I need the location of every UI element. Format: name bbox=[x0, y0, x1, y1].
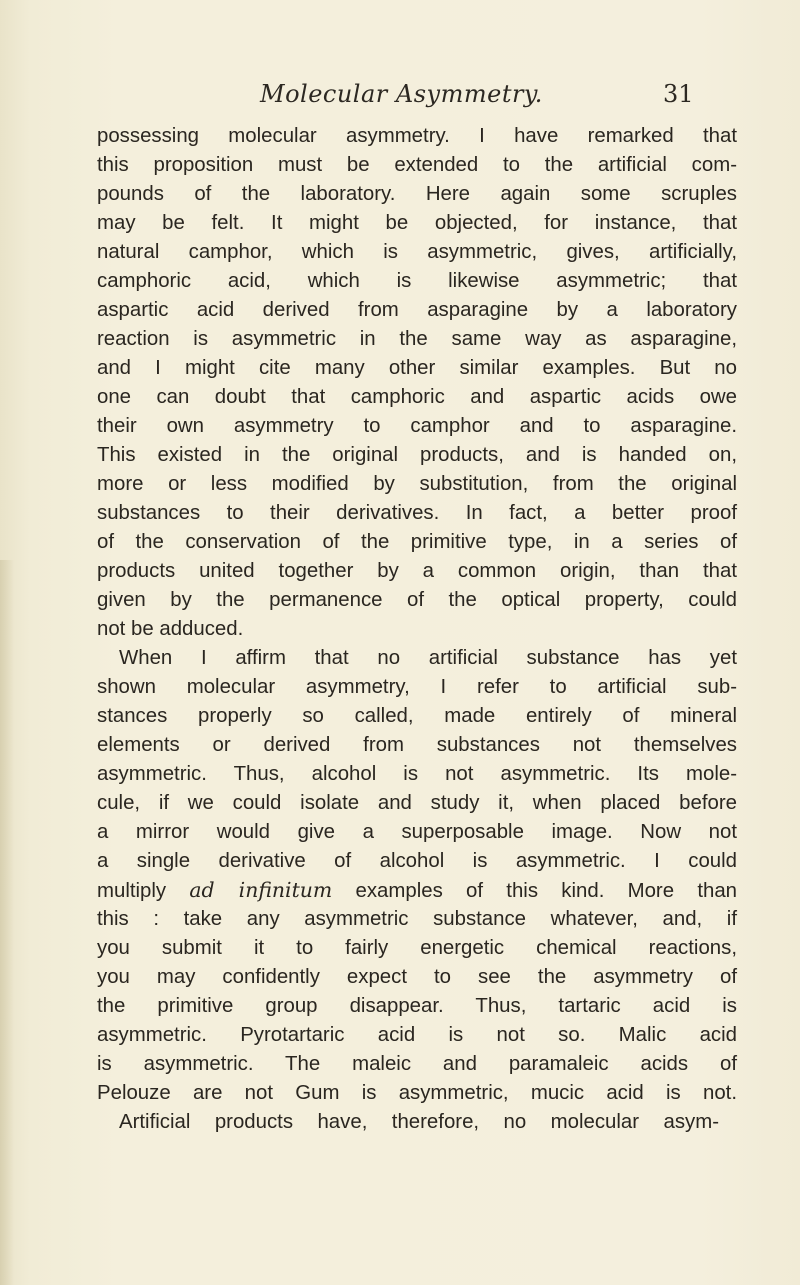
text-line: this proposition must be extended to the artificial com- bbox=[97, 154, 737, 176]
text-fragment: examples of this kind. More than bbox=[355, 880, 738, 902]
text-line: Artificial products have, therefore, no molecular asym- bbox=[119, 1111, 719, 1133]
text-line: one can doubt that camphoric and aspartic acids owe bbox=[97, 386, 737, 408]
text-fragment: multiply bbox=[97, 880, 167, 902]
text-line: the primitive group disappear. Thus, tartaric acid is bbox=[97, 995, 737, 1017]
text-line: aspartic acid derived from asparagine by a laboratory bbox=[97, 299, 737, 321]
latin-phrase: ad infinitum bbox=[189, 878, 333, 902]
text-line-with-latin bbox=[97, 876, 737, 905]
text-line: a mirror would give a superposable image. Now not bbox=[97, 821, 737, 843]
page-edge-shadow bbox=[0, 560, 14, 1285]
text-line: cule, if we could isolate and study it, when placed before bbox=[97, 792, 737, 814]
text-line: This existed in the original products, and is handed on, bbox=[97, 444, 737, 466]
text-line: products united together by a common origin, than that bbox=[97, 560, 737, 582]
running-header bbox=[0, 68, 800, 112]
text-line: and I might cite many other similar examples. But no bbox=[97, 357, 737, 379]
text-line: shown molecular asymmetry, I refer to artificial sub- bbox=[97, 676, 737, 698]
text-line: you may confidently expect to see the asymmetry of bbox=[97, 966, 737, 988]
text-line: is asymmetric. The maleic and paramaleic acids of bbox=[97, 1053, 737, 1075]
text-line: you submit it to fairly energetic chemical reactions, bbox=[97, 937, 737, 959]
text-line: reaction is asymmetric in the same way as asparagine, bbox=[97, 328, 737, 350]
text-line: camphoric acid, which is likewise asymmetric; that bbox=[97, 270, 737, 292]
text-line: asymmetric. Thus, alcohol is not asymmetric. Its mole- bbox=[97, 763, 737, 785]
text-line: asymmetric. Pyrotartaric acid is not so. Malic acid bbox=[97, 1024, 737, 1046]
text-line-paragraph-start: When I affirm that no artificial substance has yet bbox=[119, 647, 737, 669]
text-line: more or less modified by substitution, from the original bbox=[97, 473, 737, 495]
text-line: their own asymmetry to camphor and to asparagine. bbox=[97, 415, 737, 437]
text-line: substances to their derivatives. In fact, a better proof bbox=[97, 502, 737, 524]
text-line: this : take any asymmetric substance whatever, and, if bbox=[97, 908, 737, 930]
running-title: Molecular Asymmetry. bbox=[260, 80, 543, 108]
text-line: given by the permanence of the optical property, could bbox=[97, 589, 737, 611]
text-line: stances properly so called, made entirely of mineral bbox=[97, 705, 737, 727]
text-line: of the conservation of the primitive type, in a series of bbox=[97, 531, 737, 553]
text-line: Pelouze are not Gum is asymmetric, mucic acid is not. bbox=[97, 1082, 737, 1104]
text-line: a single derivative of alcohol is asymmetric. I could bbox=[97, 850, 737, 872]
text-line: may be felt. It might be objected, for instance, that bbox=[97, 212, 737, 234]
text-line: possessing molecular asymmetry. I have remarked that bbox=[97, 125, 737, 147]
text-line: pounds of the laboratory. Here again some scruples bbox=[97, 183, 737, 205]
page-number: 31 bbox=[663, 80, 694, 108]
text-line: natural camphor, which is asymmetric, gives, artificially, bbox=[97, 241, 737, 263]
text-line: not be adduced. bbox=[97, 618, 244, 640]
text-line: elements or derived from substances not themselves bbox=[97, 734, 737, 756]
